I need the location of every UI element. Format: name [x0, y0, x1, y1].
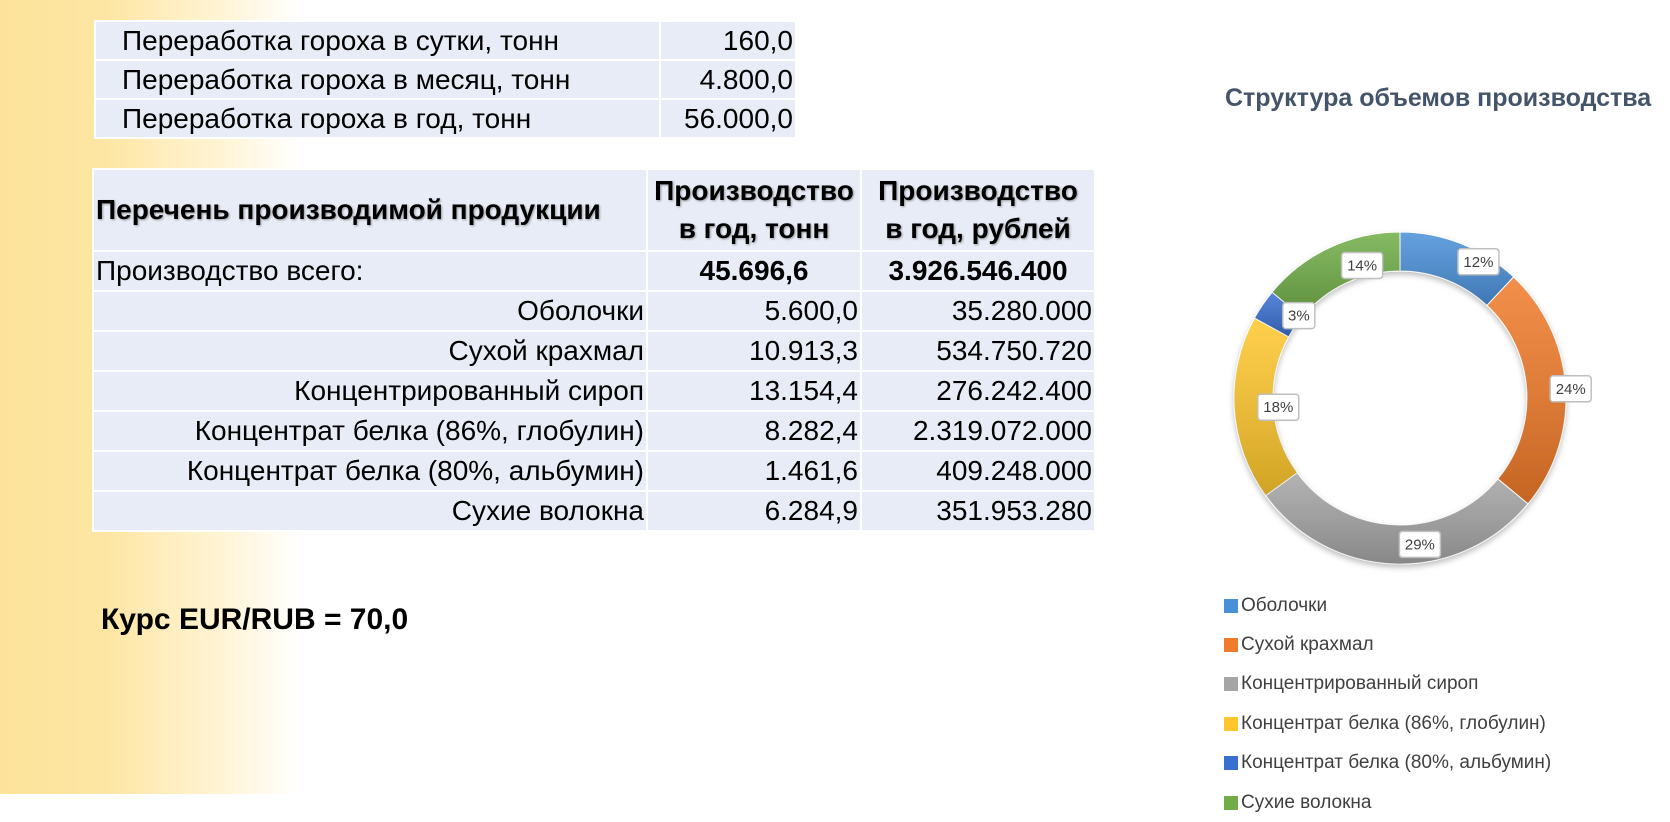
product-name: Концентрат белка (80%, альбумин) — [93, 451, 647, 491]
exchange-rate: Курс EUR/RUB = 70,0 — [101, 603, 409, 636]
legend-swatch — [1224, 677, 1238, 691]
chart-title: Структура объемов производства — [1225, 84, 1652, 112]
processing-month-label: Переработка гороха в месяц, тонн — [95, 60, 660, 99]
legend-swatch — [1224, 717, 1238, 731]
product-rubles: 2.319.072.000 — [861, 411, 1095, 451]
processing-year-value: 56.000,0 — [660, 99, 796, 138]
product-rubles: 351.953.280 — [861, 491, 1095, 531]
data-label-1 — [1458, 249, 1499, 275]
product-tons: 10.913,3 — [647, 331, 861, 371]
table-row — [95, 21, 796, 60]
product-tons: 6.284,9 — [647, 491, 861, 531]
legend-swatch — [1224, 599, 1238, 613]
product-tons: 8.282,4 — [647, 411, 861, 451]
legend-label: Сухие волокна — [1241, 791, 1372, 813]
header-tons-line1: Производство — [654, 175, 854, 207]
data-label-5 — [1283, 303, 1315, 329]
data-label-3 — [1399, 531, 1440, 557]
data-label-6 — [1342, 252, 1383, 278]
legend-swatch — [1224, 638, 1238, 652]
legend-label: Оболочки — [1241, 594, 1328, 616]
processing-day-label: Переработка гороха в сутки, тонн — [95, 21, 660, 60]
product-table — [92, 168, 1096, 532]
product-rubles: 35.280.000 — [861, 291, 1095, 331]
total-rubles: 3.926.546.400 — [861, 251, 1095, 291]
product-tons: 1.461,6 — [647, 451, 861, 491]
table-row — [93, 291, 1095, 331]
legend-item — [1224, 704, 1670, 743]
processing-month-value: 4.800,0 — [660, 60, 796, 99]
legend-swatch — [1224, 756, 1238, 770]
product-name: Оболочки — [93, 291, 647, 331]
processing-table — [94, 20, 797, 139]
product-name: Сухие волокна — [93, 491, 647, 531]
legend-label: Концентрированный сироп — [1241, 673, 1479, 695]
total-row — [93, 251, 1095, 291]
table-row — [93, 451, 1095, 491]
header-tons — [647, 169, 861, 251]
data-label-text: 18% — [1263, 399, 1294, 417]
product-name: Сухой крахмал — [93, 331, 647, 371]
chart-legend — [1224, 586, 1670, 813]
legend-item — [1224, 665, 1670, 704]
legend-item — [1224, 625, 1670, 664]
slice-shade-3 — [1266, 473, 1528, 564]
header-rubles-line2: в год, рублей — [885, 213, 1071, 244]
legend-label: Концентрат белка (80%, альбумин) — [1241, 752, 1552, 774]
product-tons: 5.600,0 — [647, 291, 861, 331]
data-label-2 — [1550, 376, 1591, 402]
data-label-4 — [1258, 394, 1299, 420]
header-product: Перечень производимой продукции — [93, 169, 647, 251]
table-row — [93, 331, 1095, 371]
total-label: Производство всего: — [93, 251, 647, 291]
product-rubles: 276.242.400 — [861, 371, 1095, 411]
doughnut-chart — [1200, 230, 1600, 600]
table-row — [95, 99, 796, 138]
data-label-text: 24% — [1555, 380, 1586, 398]
legend-label: Концентрат белка (86%, глобулин) — [1241, 712, 1546, 734]
table-row — [93, 491, 1095, 531]
data-label-text: 29% — [1404, 536, 1435, 554]
product-rubles: 409.248.000 — [861, 451, 1095, 491]
legend-item — [1224, 744, 1670, 783]
table-row — [93, 411, 1095, 451]
legend-label: Сухой крахмал — [1241, 634, 1374, 656]
total-tons: 45.696,6 — [647, 251, 861, 291]
product-tons: 13.154,4 — [647, 371, 861, 411]
header-rubles — [861, 169, 1095, 251]
header-tons-line2: в год, тонн — [678, 213, 830, 244]
product-name: Концентрированный сироп — [93, 371, 647, 411]
table-header-row — [93, 169, 1095, 251]
table-row — [93, 371, 1095, 411]
processing-day-value: 160,0 — [660, 21, 796, 60]
legend-item — [1224, 586, 1670, 625]
product-name: Концентрат белка (86%, глобулин) — [93, 411, 647, 451]
header-rubles-line1: Производство — [878, 175, 1078, 207]
data-label-text: 14% — [1347, 257, 1378, 275]
data-label-text: 3% — [1287, 307, 1310, 325]
product-rubles: 534.750.720 — [861, 331, 1095, 371]
legend-item — [1224, 783, 1670, 822]
data-label-text: 12% — [1463, 253, 1494, 271]
legend-swatch — [1224, 796, 1238, 810]
table-row — [95, 60, 796, 99]
processing-year-label: Переработка гороха в год, тонн — [95, 99, 660, 138]
